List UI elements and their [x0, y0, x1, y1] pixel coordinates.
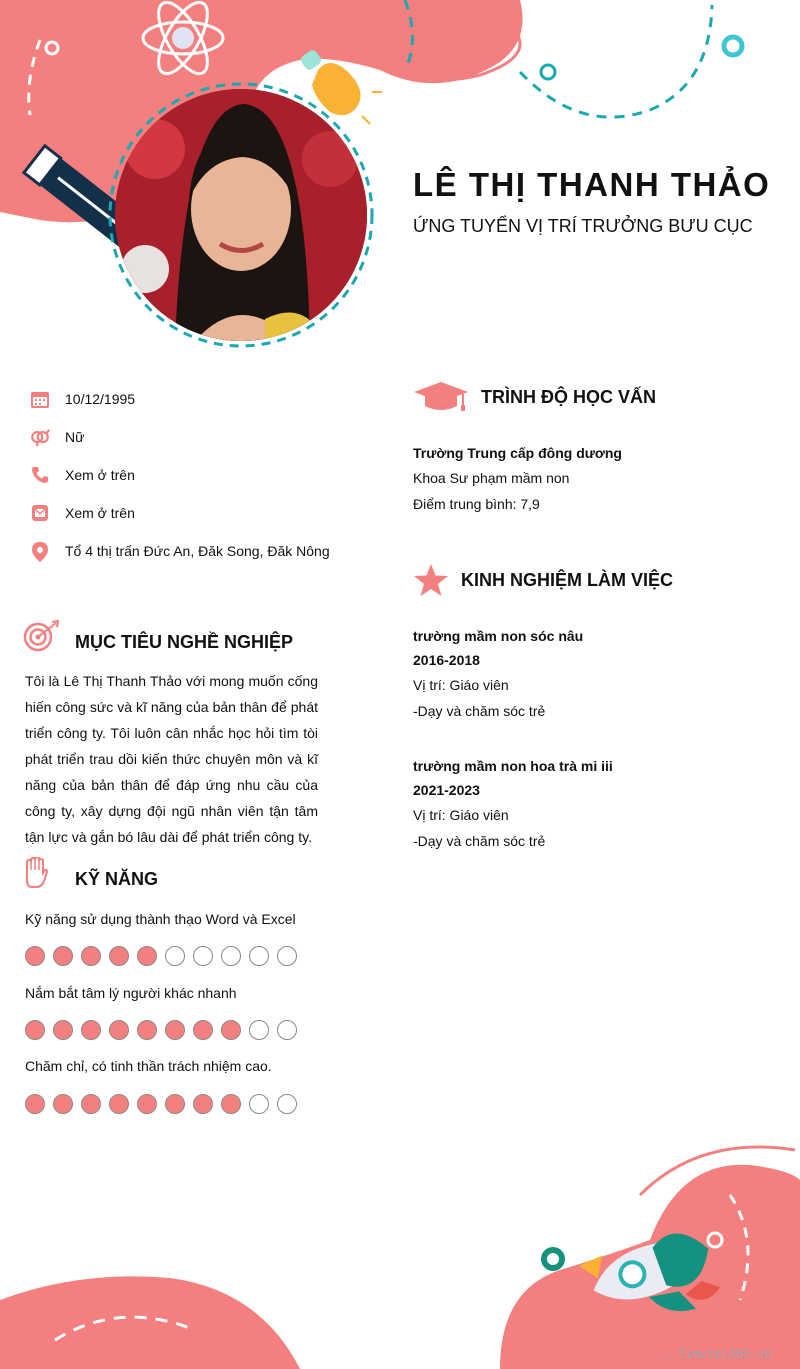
- applied-position: ỨNG TUYỂN VỊ TRÍ TRƯỞNG BƯU CỤC: [413, 216, 753, 236]
- rating-dot-empty: [277, 1094, 297, 1114]
- experience-title: KINH NGHIỆM LÀM VIỆC: [461, 570, 674, 590]
- skill-rating: [25, 1094, 297, 1114]
- rating-dot-filled: [81, 1020, 101, 1040]
- phone-text: Xem ở trên: [65, 467, 135, 483]
- address-text: Tổ 4 thị trấn Đức An, Đăk Song, Đăk Nông: [65, 543, 330, 559]
- skill-rating: [25, 946, 297, 966]
- avatar-photo: [115, 89, 367, 341]
- rating-dot-filled: [193, 1020, 213, 1040]
- avatar: [115, 89, 367, 341]
- target-icon: [22, 620, 60, 657]
- rating-dot-filled: [109, 946, 129, 966]
- contact-row-gender: [30, 428, 330, 450]
- rating-dot-filled: [53, 1094, 73, 1114]
- graduation-cap-icon: [413, 380, 469, 419]
- rating-dot-filled: [165, 1094, 185, 1114]
- watermark: ∴ Timviec365.vn: [663, 1347, 772, 1361]
- rating-dot-filled: [221, 1020, 241, 1040]
- job-company: trường mầm non sóc nâu: [413, 628, 584, 644]
- rating-dot-filled: [81, 1094, 101, 1114]
- rating-dot-empty: [249, 1020, 269, 1040]
- rating-dot-empty: [277, 946, 297, 966]
- raised-hand-icon: [24, 857, 48, 894]
- rating-dot-filled: [109, 1020, 129, 1040]
- skills-title: KỸ NĂNG: [75, 869, 159, 889]
- gender-text: Nữ: [65, 429, 85, 445]
- objective-text: Tôi là Lê Thị Thanh Thảo với mong muốn cống hiến công sức và kĩ năng của bản thân để phát triển công ty. Tôi luôn cân nhắc học hỏi tìm tòi phát triển trau dồi kiến thức chuyên môn và kĩ năng của bản thân để đáp ứng nhu cầu của công ty, xây dựng đội ngũ nhân viên tận tâm tận lực và gắn bó lâu dài để phát triển công ty.: [25, 673, 318, 845]
- job-duty: -Dạy và chăm sóc trẻ: [413, 703, 546, 719]
- rating-dot-filled: [53, 1020, 73, 1040]
- star-icon: [413, 563, 449, 602]
- job-role: Vị trí: Giáo viên: [413, 807, 509, 823]
- job-period: 2016-2018: [413, 652, 480, 668]
- rating-dot-filled: [137, 1094, 157, 1114]
- candidate-name: LÊ THỊ THANH THẢO: [413, 166, 771, 203]
- rating-dot-filled: [25, 1094, 45, 1114]
- rating-dot-filled: [137, 1020, 157, 1040]
- rating-dot-filled: [25, 1020, 45, 1040]
- job-role: Vị trí: Giáo viên: [413, 677, 509, 693]
- rating-dot-empty: [249, 1094, 269, 1114]
- contact-row-email: [30, 504, 330, 526]
- job-period: 2021-2023: [413, 782, 480, 798]
- objective-title: MỤC TIÊU NGHỀ NGHIỆP: [75, 632, 294, 652]
- email-text: Xem ở trên: [65, 505, 135, 521]
- contact-row-phone: [30, 466, 330, 488]
- gpa-text: Điểm trung bình: 7,9: [413, 496, 540, 512]
- skill-label: Chăm chỉ, có tinh thần trách nhiệm cao.: [25, 1058, 272, 1074]
- rating-dot-empty: [193, 946, 213, 966]
- job-company: trường mầm non hoa trà mi iii: [413, 758, 613, 774]
- rating-dot-filled: [81, 946, 101, 966]
- rating-dot-empty: [277, 1020, 297, 1040]
- phone-icon: [30, 466, 50, 486]
- rating-dot-filled: [137, 946, 157, 966]
- contact-row-address: [30, 542, 330, 564]
- rating-dot-filled: [193, 1094, 213, 1114]
- rating-dot-empty: [249, 946, 269, 966]
- contact-row-birthday: [30, 390, 330, 412]
- rating-dot-empty: [221, 946, 241, 966]
- major-text: Khoa Sư phạm mầm non: [413, 470, 570, 486]
- rating-dot-filled: [109, 1094, 129, 1114]
- school-name: Trường Trung cấp đông dương: [413, 445, 622, 461]
- birthday-text: 10/12/1995: [65, 391, 136, 407]
- rating-dot-filled: [53, 946, 73, 966]
- job-duty: -Dạy và chăm sóc trẻ: [413, 833, 546, 849]
- calendar-icon: [30, 390, 50, 410]
- rating-dot-filled: [165, 1020, 185, 1040]
- skill-label: Nắm bắt tâm lý người khác nhanh: [25, 985, 237, 1001]
- gender-icon: [30, 428, 50, 448]
- rating-dot-filled: [25, 946, 45, 966]
- skill-rating: [25, 1020, 297, 1040]
- email-icon: [30, 504, 50, 524]
- rating-dot-filled: [221, 1094, 241, 1114]
- rating-dot-empty: [165, 946, 185, 966]
- location-pin-icon: [30, 542, 50, 562]
- education-title: TRÌNH ĐỘ HỌC VẤN: [481, 387, 656, 407]
- skill-label: Kỹ năng sử dụng thành thạo Word và Excel: [25, 911, 296, 927]
